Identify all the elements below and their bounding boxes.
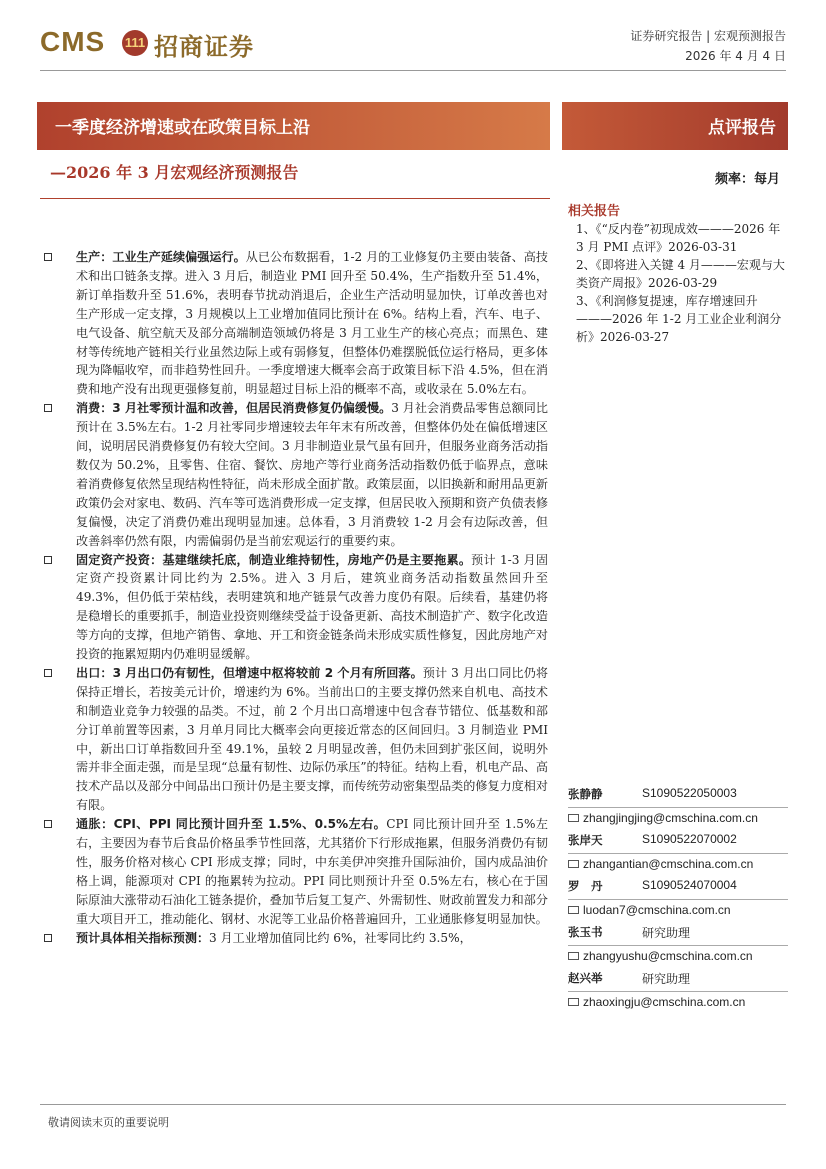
mail-icon [568,814,579,822]
divider [568,807,788,808]
analyst-email-row [568,995,788,1016]
paragraph-consumption [44,399,548,550]
paragraph-lead: 预计具体相关指标预测： [76,930,210,945]
paragraph-text: 预计 1-3 月固定资产投资累计同比约为 2.5%。进入 3 月后，建筑业商务活动指数虽然回升至 49.3%，但仍低于荣枯线，表明建筑和地产链景气改善力度仍有限。后续看，基建仍将是稳增长的重要抓手，制造业投资则继续受益于设备更新、高技术制造扩产、数字化改造等方向的支撑，但地产销售、拿地、开工和资金链条尚未形成实质性修复，因此房地产对投资的拖累短期内仍难明显缓解。 [76,552,548,662]
logo-chinese-name: 招商证券 [154,33,254,61]
header-divider [40,70,786,71]
analyst-email-text[interactable]: zhaoxingju@cmschina.com.cn [583,995,746,1009]
report-type-band [562,102,788,150]
divider [568,899,788,900]
paragraph-text: 3 月工业增加值同比约 6%，社零同比约 3.5%， [209,930,472,945]
analyst-email-text[interactable]: zhangantian@cmschina.com.cn [583,857,754,871]
mail-icon [568,860,579,868]
logo-text: CMS [40,26,106,57]
analyst-name: 赵兴举 [568,971,603,985]
page-title: 一季度经济增速或在政策目标上沿 [55,118,310,138]
main-body [44,248,548,948]
related-reports-title: 相关报告 [568,204,621,219]
analyst-email-row [568,903,788,924]
analyst-row [568,970,788,991]
mail-icon [568,906,579,914]
checkbox-bullet-icon [44,669,52,677]
analyst-id: S1090522070002 [642,832,737,846]
paragraph-text: CPI 同比预计回升至 1.5%左右，主要因为春节后食品价格虽季节性回落，尤其猪价下行形成拖累，但服务消费仍有韧性，服务价格对核心 CPI 形成支撑；同时，中东美伊冲突推升国际油价，国内成品油价格上调，能源项对 CPI 的拖累转为拉动。PPI 同比则预计升至 0.5%左右，核心在于国际原油大涨带动石油化工链条提价，叠加节后复工复产、外需韧性、财政前置发力和部分重大项目开工，推动能化、钢材、水泥等工业品价格普遍回升，工业通胀修复明显加快。 [76,817,548,926]
paragraph-text: 预计 3 月出口同比仍将保持正增长，若按美元计价，增速约为 6%。当前出口的主要支撑仍然来自机电、高技术和制造业竞争力较强的品类。不过，前 2 个月出口高增速中包含春节错位、低基数和部分订单前置等因素，3 月单月同比大概率会向更接近常态的区间回归。3 月制造业 PMI 中，新出口订单指数回升至 49.1%，虽较 2 月明显改善，但仍未回到扩张区间，说明外需并非全面走强，而是呈现“总量有韧性、边际仍承压”的特征。结构上看，机电产品、高技术产品以及部分中间品出口预计仍是主要支撑，而传统劳动密集型品类的修复力度相对有限。 [76,665,548,813]
analyst-email-text[interactable]: zhangjingjing@cmschina.com.cn [583,811,758,825]
checkbox-bullet-icon [44,253,52,261]
analyst-email-row [568,857,788,878]
analyst-id: S1090522050003 [642,786,737,800]
related-report-item[interactable]: 3、《利润修复提速，库存增速回升———2026 年 1-2 月工业企业利润分析》2026-03-27 [576,294,782,344]
report-date: 2026 年 4 月 4 日 [685,49,786,63]
title-band [37,102,550,150]
paragraph-lead: 消费：3 月社零预计温和改善，但居民消费修复仍偏缓慢。 [76,401,392,416]
related-report-item[interactable]: 2、《即将进入关键 4 月———宏观与大类资产周报》2026-03-29 [576,258,785,290]
analyst-row [568,832,788,853]
divider [568,945,788,946]
frequency-label: 频率：每月 [714,172,780,187]
paragraph-export [44,664,548,815]
analyst-email[interactable] [568,857,753,871]
page-subtitle: —2026 年 3 月宏观经济预测报告 [50,163,299,182]
analyst-role: 研究助理 [642,926,691,940]
analyst-role: 研究助理 [642,972,691,986]
paragraph-text: 从已公布数据看，1-2 月的工业修复仍主要由装备、高技术和出口链条支撑。进入 3 月后，制造业 PMI 回升至 50.4%，生产指数升至 51.4%，新订单指数升至 51.6%，表明春节扰动消退后，企业生产活动明显加快，订单改善也对生产形成一定支撑，3 月规模以上工业增加值同比预计在 6%。结构上看，汽车、电子、电气设备、航空航天及部分高端制造领域仍将是 3 月工业生产的核心亮点；而黑色、建材等传统地产链相关行业虽然边际上或有弱修复，但整体仍难摆脱低位运行格局，更多体现为降幅收窄，而非趋势性回升。一季度增速大概率会高于政策目标下沿 4.5%，但在消费和地产没有出现更强修复前，明显超过目标上沿的概率不高，或收录在 5.0%左右。 [76,250,548,397]
related-reports-list [576,220,786,346]
analyst-email[interactable] [568,949,753,963]
analyst-email-text[interactable]: zhangyushu@cmschina.com.cn [583,949,753,963]
divider [568,853,788,854]
analyst-email[interactable] [568,811,758,825]
footer-divider [40,1104,786,1105]
analyst-name: 罗 丹 [568,879,603,893]
analyst-name: 张玉书 [568,925,603,939]
analyst-name: 张静静 [568,787,603,801]
report-type: 点评报告 [708,118,776,138]
analyst-email[interactable] [568,995,745,1009]
checkbox-bullet-icon [44,820,52,828]
report-category: 证券研究报告 | 宏观预测报告 [630,29,786,43]
analyst-email[interactable] [568,903,731,917]
paragraph-forecast [44,929,548,948]
logo-badge-icon: 111 [122,30,148,56]
cms-logo [40,26,280,62]
analyst-email-text[interactable]: luodan7@cmschina.com.cn [583,903,731,917]
related-report-item[interactable]: 1、《“反内卷”初现成效———2026 年 3 月 PMI 点评》2026-03-31 [576,222,781,254]
analyst-row [568,924,788,945]
paragraph-production [44,248,548,399]
paragraph-lead: 通胀：CPI、PPI 同比预计回升至 1.5%、0.5%左右。 [76,817,387,832]
analyst-email-row [568,811,788,832]
analyst-id: S1090524070004 [642,878,737,892]
analyst-row [568,878,788,899]
subtitle-divider [40,198,550,199]
analyst-name: 张岸天 [568,833,603,847]
paragraph-lead: 固定资产投资：基建继续托底，制造业维持韧性，房地产仍是主要拖累。 [76,552,472,567]
analyst-email-row [568,949,788,970]
paragraph-lead: 生产：工业生产延续偏强运行。 [76,250,246,264]
checkbox-bullet-icon [44,556,52,564]
checkbox-bullet-icon [44,934,52,942]
paragraph-inflation [44,815,548,928]
mail-icon [568,998,579,1006]
mail-icon [568,952,579,960]
footer-note: 敬请阅读末页的重要说明 [48,1116,169,1129]
checkbox-bullet-icon [44,404,52,412]
analyst-list [568,786,788,1016]
paragraph-lead: 出口：3 月出口仍有韧性，但增速中枢将较前 2 个月有所回落。 [76,665,423,680]
header-meta [630,26,786,66]
analyst-row [568,786,788,807]
paragraph-investment [44,551,548,664]
divider [568,991,788,992]
paragraph-text: 3 月社会消费品零售总额同比预计在 3.5%左右。1-2 月社零同步增速较去年年末有所改善，但整体仍处在偏低增速区间，说明居民消费修复仍有较大空间。3 月非制造业景气虽有回升，但服务业商务活动指数仅为 50.2%，且零售、住宿、餐饮、房地产等行业商务活动指数仍低于临界点，意味着消费修复依然呈现结构性特征，尚未形成全面扩散。政策层面，以旧换新和耐用品更新政策仍会对家电、数码、汽车等可选消费形成一定支撑，但居民收入预期和资产负债表修复偏慢，决定了消费仍难出现明显加速。总体看，3 月消费较 1-2 月会有边际改善，但改善斜率仍然有限，内需偏弱仍是当前宏观运行的重要约束。 [76,401,548,548]
